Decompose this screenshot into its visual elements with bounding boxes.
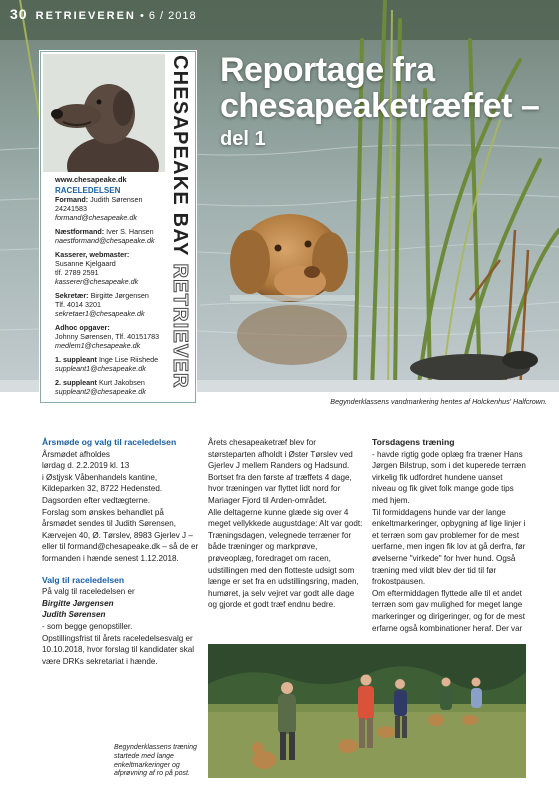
contact-adhoc: [55, 323, 167, 350]
chesapeake-dog-portrait: [43, 54, 165, 172]
contact-email[interactable]: naestformand@chesapeake.dk: [55, 236, 155, 245]
contact-substitute-2: [55, 378, 167, 396]
training-photo: [208, 644, 526, 778]
contact-role: Sekretær:: [55, 291, 89, 300]
contact-name: Inge Lise Riishede: [98, 355, 159, 364]
contact-name: Susanne Kjelgaard: [55, 259, 116, 268]
magazine-name: RETRIEVEREN: [35, 10, 136, 22]
contact-treasurer: [55, 250, 167, 286]
contact-name: Birgitte Jørgensen: [90, 291, 149, 300]
section-heading-annual-meeting: Årsmøde og valg til raceledelsen: [42, 437, 177, 447]
contact-substitute-1: [55, 355, 167, 373]
running-head: [10, 6, 197, 22]
breed-vertical-title: [167, 55, 193, 399]
page-number: 30: [10, 6, 28, 22]
contact-secretary: [55, 291, 167, 318]
paragraph: Til formiddagens hunde var der lange enkeltmarkeringer, opbygning af lige linjer i et terræn som gav problemer for de mest uerfarne, men ingen fik lov at gå derfra, før øvelserne "virkede" for hver hund. Også træning med vildt blev der tid til før frokostpausen.: [372, 507, 526, 587]
headline-line-3: del 1: [220, 128, 266, 150]
contact-email[interactable]: formand@chesapeake.dk: [55, 213, 138, 222]
training-photo-caption: Begynderklassens træning startede med lange enkeltmarkeringer og afprøvning af ro på post.: [114, 744, 197, 778]
candidate-name: Judith Sørensen: [42, 610, 106, 620]
contact-phone: tlf. 2789 2591: [55, 268, 99, 277]
article-column-3: [372, 437, 527, 634]
section-heading-election: Valg til raceledelsen: [42, 574, 125, 585]
contact-email[interactable]: medlem1@chesapeake.dk: [55, 341, 141, 350]
contact-email[interactable]: sekretaer1@chesapeake.dk: [55, 309, 145, 318]
contact-chair: [55, 195, 167, 222]
contact-name: Iver S. Hansen: [106, 227, 154, 236]
contact-email[interactable]: suppleant2@chesapeake.dk: [55, 387, 146, 396]
annual-meeting-text: Årsmødet afholdes lørdag d. 2.2.2019 kl. 13 i Østjysk Våbenhandels kantine, Kildeparken 32, 8722 Hedensted. Dagsorden efter vedtægterne. Forslag som ønskes behandlet på årsmødet sendes til Judith Sørensen, Kærvejen 40, Ø. Tørslev, 8983 Gjerlev J – eller til formand@chesapeake.dk – så de er formanden i hænde senest 1.12.2018.: [42, 449, 199, 563]
headline-line-2: chesapeaketræffet –: [220, 87, 540, 125]
contact-vice-chair: [55, 227, 167, 245]
article-column-1: [42, 437, 200, 667]
club-website-link[interactable]: www.chesapeake.dk: [55, 175, 127, 184]
contact-name: Kurt Jakobsen: [98, 378, 145, 387]
club-contacts: [55, 175, 167, 396]
paragraph: Årets chesapeaketræf blev for størsteparten afholdt i Øster Tørslev ved Gjerlev J mellem Randers og Hadsund.: [208, 438, 353, 471]
contact-role: 1. suppleant: [55, 355, 97, 364]
contact-email[interactable]: suppleant1@chesapeake.dk: [55, 364, 146, 373]
article-column-2: [208, 437, 363, 611]
contact-role: Formand:: [55, 195, 89, 204]
contact-name: Johnny Sørensen, Tlf. 40151783: [55, 332, 160, 341]
election-text: - som begge genopstiller. Opstillingsfrist til årets raceledelsesvalg er 10.10.2018, hvor forslag til kandidater skal være DRKs sekretariat i hænde.: [42, 621, 195, 666]
contact-name: Judith Sørensen: [90, 195, 143, 204]
dog-portrait-illustration: [43, 54, 165, 172]
paragraph: - havde rigtig gode oplæg fra træner Hans Jørgen Bilstrup, som i det kuperede terræn virkelig fik udfordret hundene uanset niveau og fik givet folk mange gode tips med hjem.: [372, 449, 526, 505]
contact-phone: 24241583: [55, 204, 87, 213]
contact-role: Næstformand:: [55, 227, 105, 236]
election-intro: På valg til raceledelsen er: [42, 587, 135, 597]
contact-role: 2. suppleant: [55, 378, 97, 387]
contact-email[interactable]: kasserer@chesapeake.dk: [55, 277, 139, 286]
paragraph: Om eftermiddagen flyttede alle til et andet terræn som gav mulighed for meget lange markeringer og dirigeringer, og for de mest erfarne også kombinationer heraf. Der var: [372, 588, 525, 633]
contact-role: Kasserer, webmaster:: [55, 250, 130, 259]
breed-title-outline: RETRIEVER: [169, 263, 191, 389]
contact-phone: Tlf. 4014 3201: [55, 300, 101, 309]
section-heading-thursday: Torsdagens træning: [372, 437, 455, 447]
candidate-name: Birgitte Jørgensen: [42, 598, 114, 608]
breed-title-dark: CHESAPEAKE BAY: [169, 55, 191, 257]
paragraph: Bortset fra den første af træffets 4 dage, hvor træningen var flyttet lidt nord for Mariager Fjord til Arden-området.: [208, 472, 352, 505]
paragraph: Alle deltagerne kunne glæde sig over 4 meget vellykkede augustdage: Alt var godt: Træningsdagen, velegnede terræner for både træninger og markprøve, prøveoplæg, foredraget om racen, udstillingen med den flotteste udsigt som længe er set fra en udstillingsring, maden, humøret, ja selv vejret var godt alle dage og gjorde et godt træf endnu bedre.: [208, 507, 363, 610]
hero-photo-caption: Begynderklassens vandmarkering hentes af Holckenhus' Halfcrown.: [330, 397, 547, 406]
board-section-label: RACELEDELSEN: [55, 186, 121, 195]
article-headline: [220, 52, 539, 152]
club-info-box: [40, 51, 196, 403]
training-illustration: [208, 644, 526, 778]
issue-number: • 6 / 2018: [139, 10, 197, 22]
contact-role: Adhoc opgaver:: [55, 323, 110, 332]
headline-line-1: Reportage fra: [220, 51, 435, 89]
